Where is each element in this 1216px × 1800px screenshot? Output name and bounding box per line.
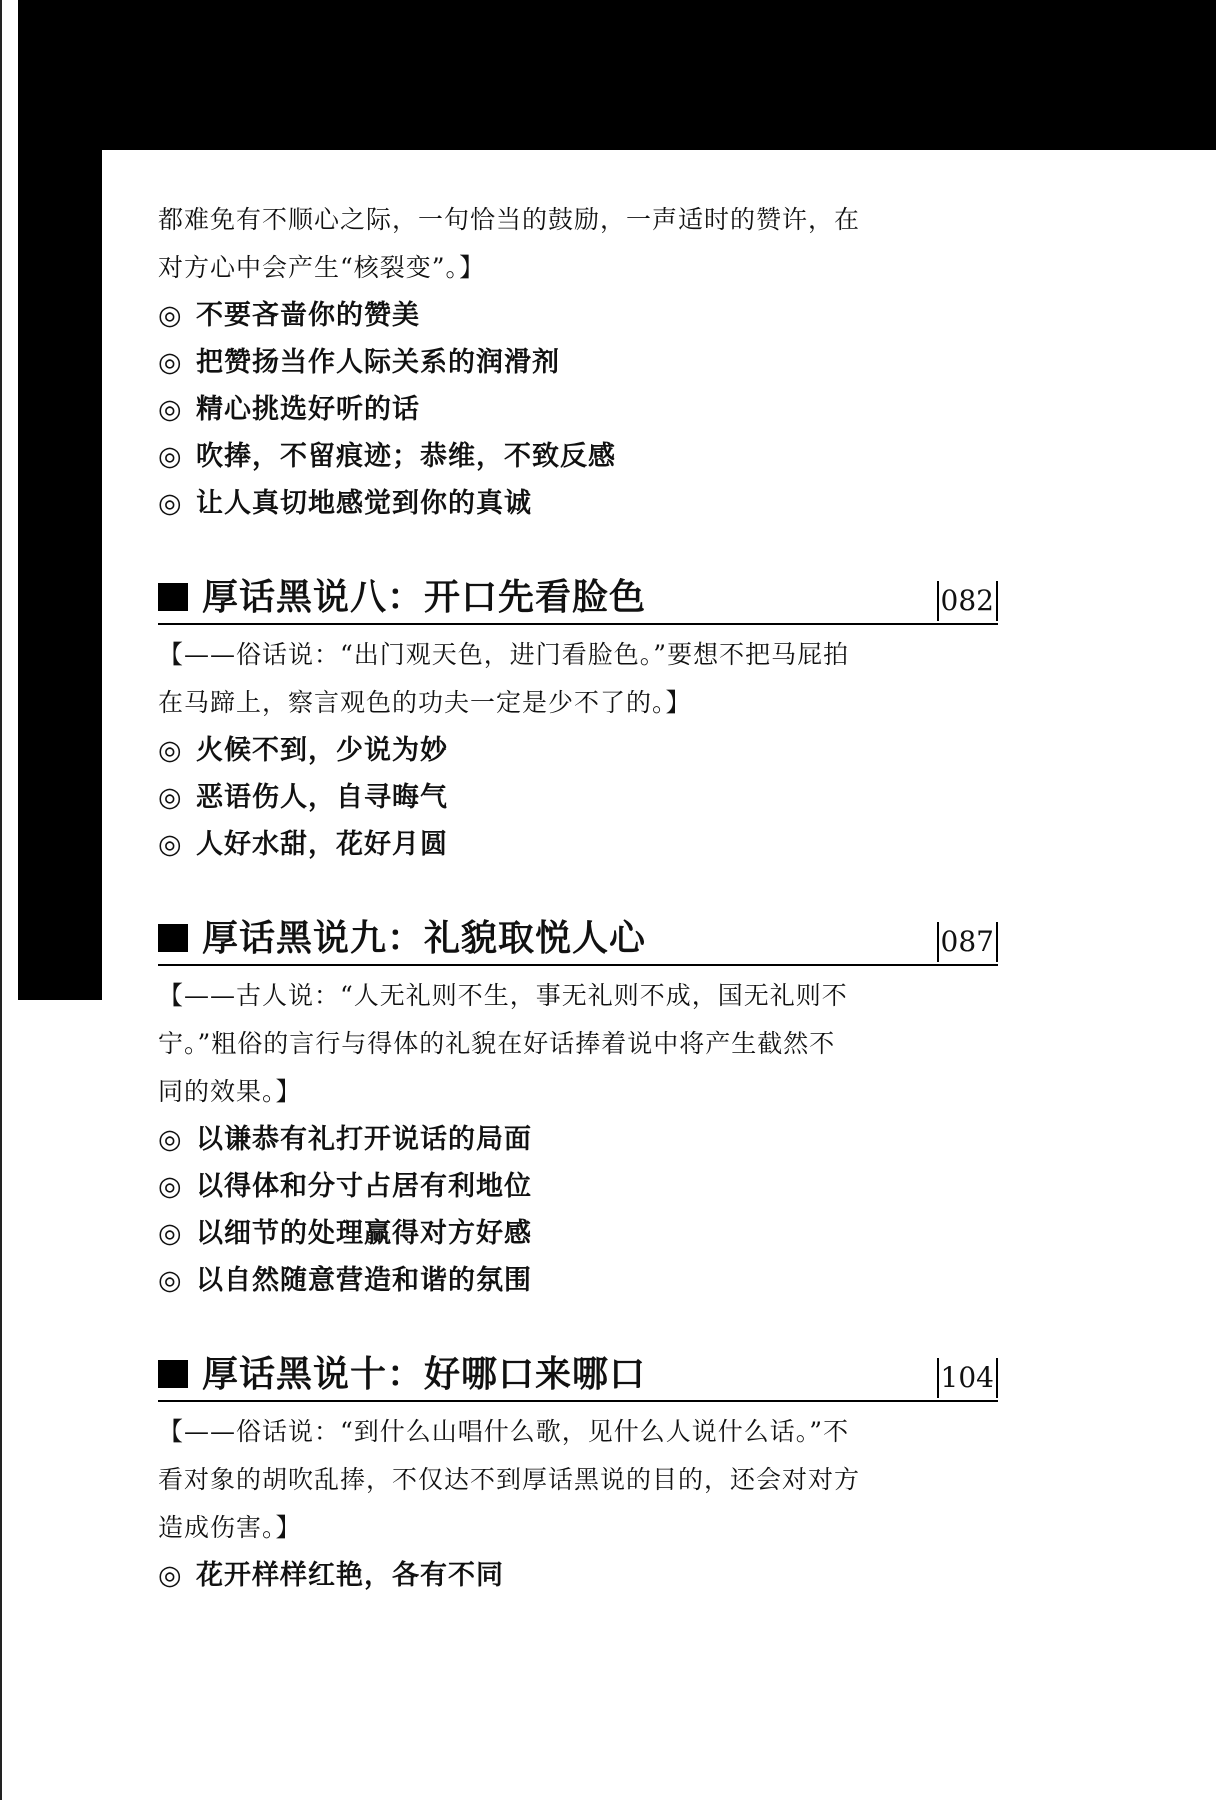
bullet-text: 人好水甜，花好月圆 [196,829,448,860]
bullet-text: 花开样样红艳，各有不同 [196,1560,504,1591]
section-title [158,914,646,964]
bullet-icon: ◎ [158,441,183,472]
intro-line: 都难免有不顺心之际，一句恰当的鼓励，一声适时的赞许，在 [158,205,861,234]
bullet-icon: ◎ [158,300,183,331]
bullet-icon: ◎ [158,1171,183,1202]
intro-bullet [158,433,998,480]
section-summary-line: 宁。”粗俗的言行与得体的礼貌在好话捧着说中将产生截然不 [158,1029,836,1058]
intro-bullet [158,339,998,386]
scan-shadow-left [18,0,102,1000]
section-bullet [158,821,998,868]
bullet-icon: ◎ [158,394,183,425]
contents-page [158,196,998,1599]
intro-bullet [158,386,998,433]
bullet-text: 精心挑选好听的话 [196,394,420,425]
section-9 [158,910,998,1304]
section-summary-line: 【——古人说：“人无礼则不生，事无礼则不成，国无礼则不 [158,981,848,1010]
bullet-text: 把赞扬当作人际关系的润滑剂 [196,347,560,378]
black-square-icon [158,924,188,952]
bullet-text: 以得体和分寸占居有利地位 [196,1171,532,1202]
section-10 [158,1346,998,1599]
bullet-icon: ◎ [158,782,183,813]
bullet-text: 吹捧，不留痕迹；恭维，不致反感 [196,441,616,472]
bullet-text: 恶语伤人，自寻晦气 [196,782,448,813]
intro-bullet [158,292,998,339]
bullet-text: 以自然随意营造和谐的氛围 [196,1265,532,1296]
bullet-text: 以谦恭有礼打开说话的局面 [196,1124,532,1155]
section-summary-line: 同的效果。】 [158,1077,302,1106]
section-heading [158,569,998,625]
section-page-number: 087 [937,922,998,962]
section-summary-line: 【——俗话说：“到什么山唱什么歌，见什么人说什么话。”不 [158,1417,850,1446]
scan-shadow-top [18,0,1216,150]
section-heading [158,1346,998,1402]
section-summary-line: 造成伤害。】 [158,1513,302,1542]
intro-block [158,196,998,527]
bullet-icon: ◎ [158,347,183,378]
bullet-icon: ◎ [158,735,183,766]
bullet-icon: ◎ [158,1560,183,1591]
section-summary-line: 【——俗话说：“出门观天色，进门看脸色。”要想不把马屁拍 [158,640,850,669]
section-page-number: 104 [937,1358,998,1398]
bullet-icon: ◎ [158,1218,183,1249]
bullet-text: 以细节的处理赢得对方好感 [196,1218,532,1249]
section-heading [158,910,998,966]
bullet-text: 让人真切地感觉到你的真诚 [196,488,532,519]
bullet-text: 不要吝啬你的赞美 [196,300,420,331]
section-page-number: 082 [937,581,998,621]
section-title [158,1350,646,1400]
section-bullet [158,1552,998,1599]
intro-bullet [158,480,998,527]
intro-line: 对方心中会产生“核裂变”。】 [158,253,486,282]
section-title [158,573,646,623]
bullet-icon: ◎ [158,829,183,860]
section-title-text: 厚话黑说八：开口先看脸色 [202,577,647,618]
section-bullet [158,1257,998,1304]
bullet-icon: ◎ [158,1265,183,1296]
black-square-icon [158,583,188,611]
bullet-icon: ◎ [158,488,183,519]
section-bullet [158,774,998,821]
section-title-text: 厚话黑说十：好哪口来哪口 [202,1354,647,1395]
section-8 [158,569,998,868]
section-bullet [158,1210,998,1257]
bullet-text: 火候不到，少说为妙 [196,735,448,766]
section-bullet [158,727,998,774]
bullet-icon: ◎ [158,1124,183,1155]
scan-edge [0,0,2,1800]
section-bullet [158,1116,998,1163]
section-title-text: 厚话黑说九：礼貌取悦人心 [202,918,647,959]
section-bullet [158,1163,998,1210]
black-square-icon [158,1360,188,1388]
section-summary-line: 在马蹄上，察言观色的功夫一定是少不了的。】 [158,688,692,717]
section-summary-line: 看对象的胡吹乱捧，不仅达不到厚话黑说的目的，还会对对方 [158,1465,861,1494]
